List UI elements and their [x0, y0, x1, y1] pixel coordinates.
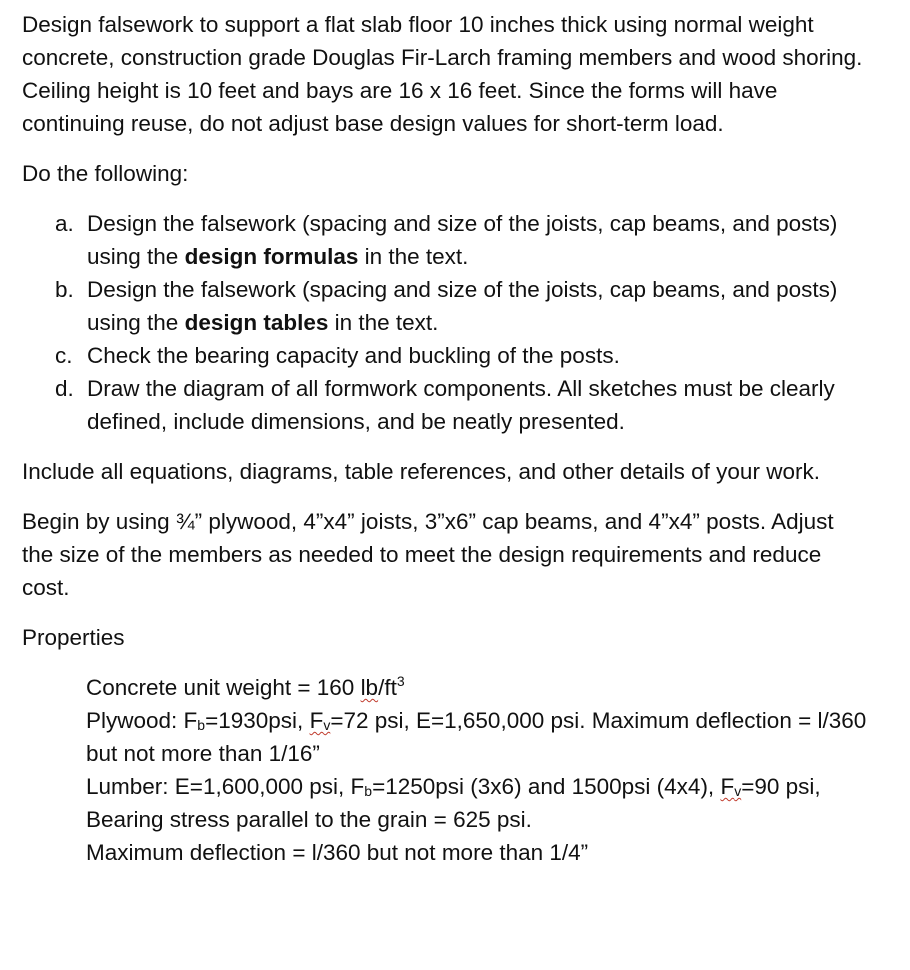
properties-block	[86, 671, 870, 869]
task-marker: a.	[55, 211, 74, 236]
task-item-d	[55, 372, 870, 438]
lumber-properties-line	[86, 770, 870, 836]
task-item-c	[55, 339, 870, 372]
task-text	[87, 273, 870, 339]
superscript: 3	[396, 673, 405, 689]
do-following-heading: Do the following:	[22, 161, 189, 186]
task-text-part: in the text.	[358, 244, 469, 269]
properties-heading: Properties	[22, 625, 125, 650]
property-text: Plywood: F	[86, 708, 198, 733]
concrete-weight-line	[86, 671, 870, 704]
property-text: =1250psi (3x6) and 1500psi (4x4),	[372, 774, 721, 799]
task-text-part: in the text.	[328, 310, 439, 335]
task-item-a	[55, 207, 870, 273]
task-text: Draw the diagram of all formwork components. All sketches must be clearly defined, include dimensions, and be neatly presented.	[87, 376, 835, 434]
task-marker: b.	[55, 277, 74, 302]
task-text	[87, 207, 870, 273]
task-item-b	[55, 273, 870, 339]
task-marker: c.	[55, 343, 73, 368]
property-text: =1930psi,	[205, 708, 310, 733]
task-text-part: Design the falsework (spacing and size of the joists, cap beams, and posts) using the	[87, 211, 838, 269]
task-marker: d.	[55, 376, 74, 401]
subscript: v	[323, 717, 331, 733]
plywood-properties-line	[86, 704, 870, 770]
task-list	[22, 207, 870, 438]
intro-paragraph: Design falsework to support a flat slab floor 10 inches thick using normal weight concrete, construction grade Douglas Fir-Larch framing members and wood shoring. Ceiling height is 10 feet and bays are 16 x 16 feet. Since the forms will have continuing reuse, do not adjust base design values for short-term load.	[22, 12, 863, 136]
spellcheck-underlined-word	[310, 708, 331, 733]
property-text: Lumber: E=1,600,000 psi, F	[86, 774, 365, 799]
property-text: =90 psi, Bearing stress parallel to the grain = 625 psi.	[86, 774, 821, 832]
include-note: Include all equations, diagrams, table references, and other details of your work.	[22, 459, 820, 484]
begin-note: Begin by using ¾” plywood, 4”x4” joists, 3”x6” cap beams, and 4”x4” posts. Adjust the size of the members as needed to meet the design requirements and reduce cost.	[22, 509, 834, 600]
subscript: b	[364, 783, 373, 799]
property-text: Concrete unit weight = 160	[86, 675, 361, 700]
task-emphasis: design formulas	[184, 244, 359, 269]
subscript: v	[734, 783, 742, 799]
property-text: /ft	[378, 675, 397, 700]
property-text: =72 psi, E=1,650,000 psi. Maximum deflection = l/360 but not more than 1/16”	[86, 708, 867, 766]
subscript: b	[197, 717, 206, 733]
task-text: Check the bearing capacity and buckling of the posts.	[87, 343, 620, 368]
task-emphasis: design tables	[184, 310, 329, 335]
spellcheck-underlined-word	[720, 774, 741, 799]
max-deflection-line: Maximum deflection = l/360 but not more than 1/4”	[86, 840, 589, 865]
spellcheck-underlined-word: lb	[360, 675, 379, 700]
task-text-part: Design the falsework (spacing and size of the joists, cap beams, and posts) using the	[87, 277, 838, 335]
property-symbol: F	[720, 774, 735, 799]
property-symbol: F	[309, 708, 324, 733]
